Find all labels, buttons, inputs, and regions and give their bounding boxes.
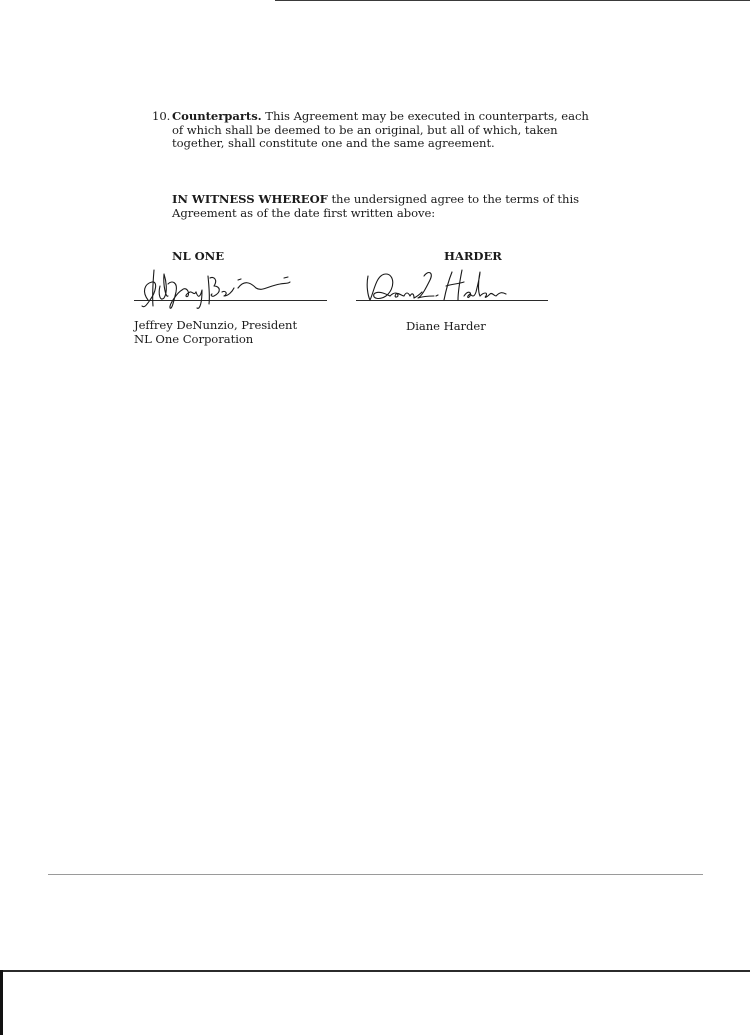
section-number: 10. (152, 109, 171, 123)
scan-artifact-mid-line (48, 874, 703, 875)
counterparts-body: This Agreement may be executed in counterparts, each of which shall be deemed to be an original, but all of which, taken together, shall constitute one and the same agreement. (172, 109, 589, 150)
scan-artifact-top-line (275, 0, 750, 1)
counterparts-paragraph (172, 110, 602, 151)
signature-jeffrey-denunzio (134, 262, 294, 312)
witness-body: the undersigned agree to the terms of this Agreement as of the date first written above: (172, 192, 580, 220)
party-label-nl-one: NL ONE (172, 249, 225, 263)
party-label-harder: HARDER (444, 249, 502, 263)
signature-diane-harder (360, 266, 510, 308)
scan-artifact-bottom-line (0, 970, 750, 972)
witness-paragraph (172, 193, 612, 220)
scan-artifact-left-edge (0, 970, 3, 1035)
signatory-name-left: Jeffrey DeNunzio, President (134, 318, 298, 332)
counterparts-heading: Counterparts. (172, 109, 262, 123)
witness-lead: IN WITNESS WHEREOF (172, 192, 328, 206)
signatory-company-left: NL One Corporation (134, 332, 254, 346)
signatory-name-right: Diane Harder (406, 319, 486, 333)
